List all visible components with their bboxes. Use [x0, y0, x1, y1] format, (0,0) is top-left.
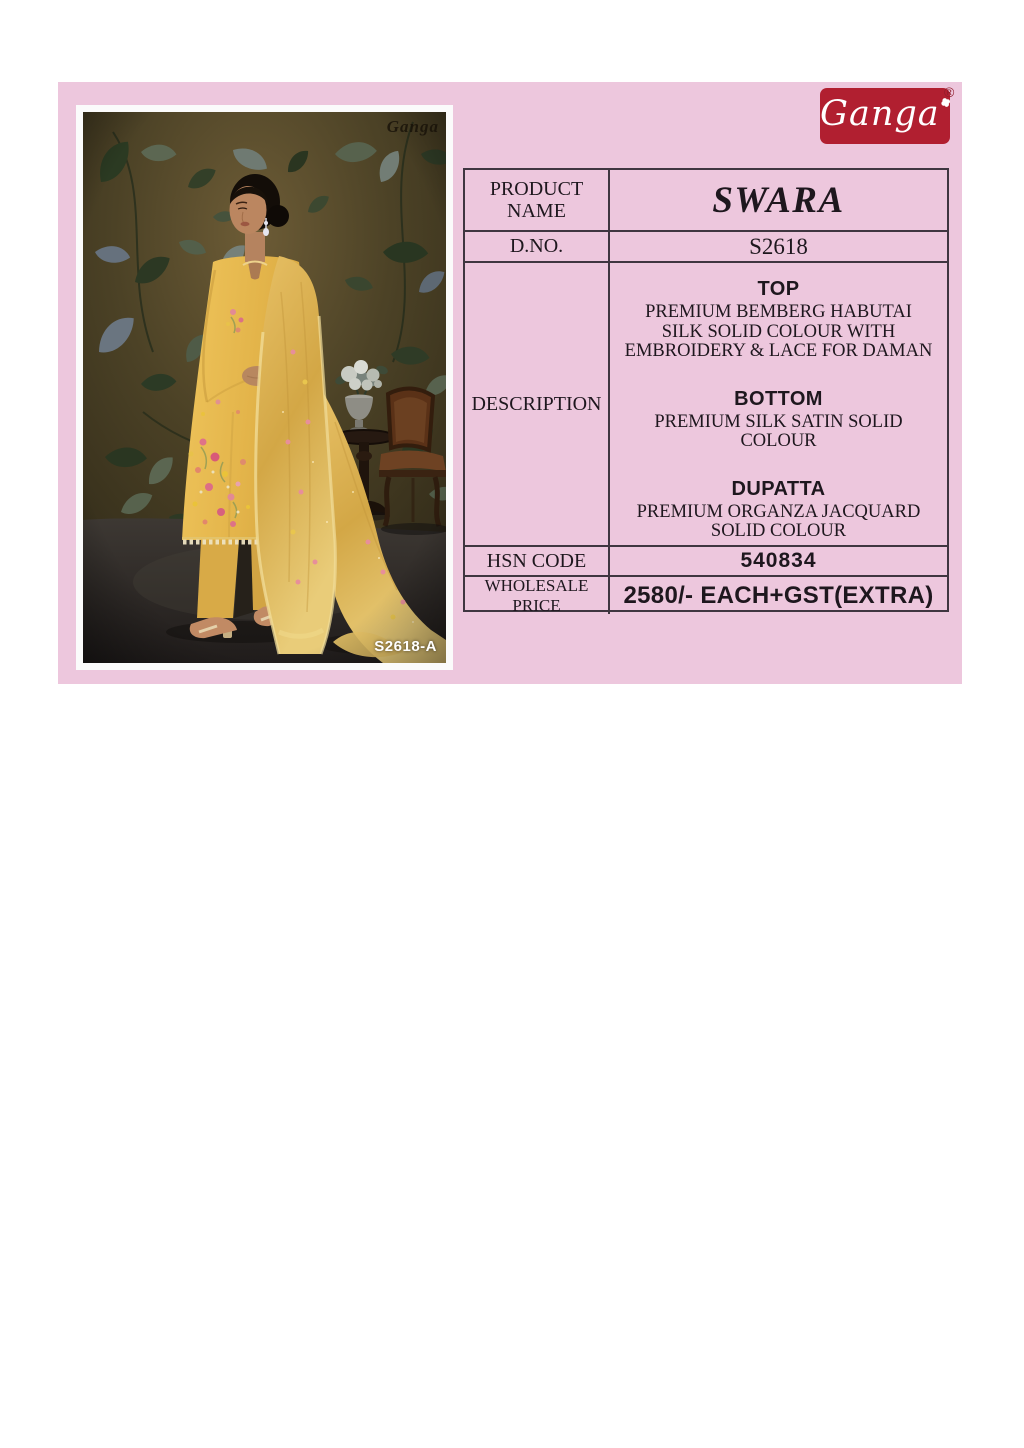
catalog-card	[58, 82, 962, 684]
description-line: COLOUR	[740, 431, 817, 451]
description-heading: BOTTOM	[734, 387, 823, 410]
description-line: PREMIUM BEMBERG HABUTAI	[645, 302, 912, 322]
photo-watermark: Ganga	[386, 117, 439, 136]
description-section-top	[625, 278, 933, 362]
product-name-value: SWARA	[712, 179, 845, 221]
price-label: WHOLESALE PRICE	[465, 575, 610, 614]
dno-value: S2618	[610, 230, 947, 261]
description-label: DESCRIPTION	[465, 261, 610, 545]
product-photo-frame	[76, 105, 453, 670]
description-line: SOLID COLOUR	[710, 521, 847, 541]
product-name-label: PRODUCT NAME	[465, 170, 610, 230]
description-section-dupatta	[637, 478, 921, 542]
description-value	[610, 261, 947, 545]
brand-logo	[820, 88, 950, 144]
spec-table	[463, 168, 949, 615]
price-value: 2580/- EACH+GST(EXTRA)	[610, 575, 947, 614]
description-heading: TOP	[757, 278, 800, 300]
registered-mark: ®	[944, 84, 955, 100]
photo-code-badge: S2618-A	[374, 638, 437, 655]
model-photo-illustration	[83, 112, 446, 663]
hsn-value: 540834	[610, 545, 947, 575]
description-line: SILK SOLID COLOUR WITH	[661, 321, 896, 342]
description-section-bottom	[654, 388, 902, 452]
dno-label: D.NO.	[465, 230, 610, 261]
description-line: EMBROIDERY & LACE FOR DAMAN	[624, 341, 933, 361]
hsn-label: HSN CODE	[465, 545, 610, 575]
brand-logo-text: Ganga	[820, 94, 940, 134]
description-line: PREMIUM SILK SATIN SOLID	[654, 411, 903, 432]
description-line: PREMIUM ORGANZA JACQUARD	[636, 501, 921, 522]
description-heading: DUPATTA	[731, 477, 826, 500]
